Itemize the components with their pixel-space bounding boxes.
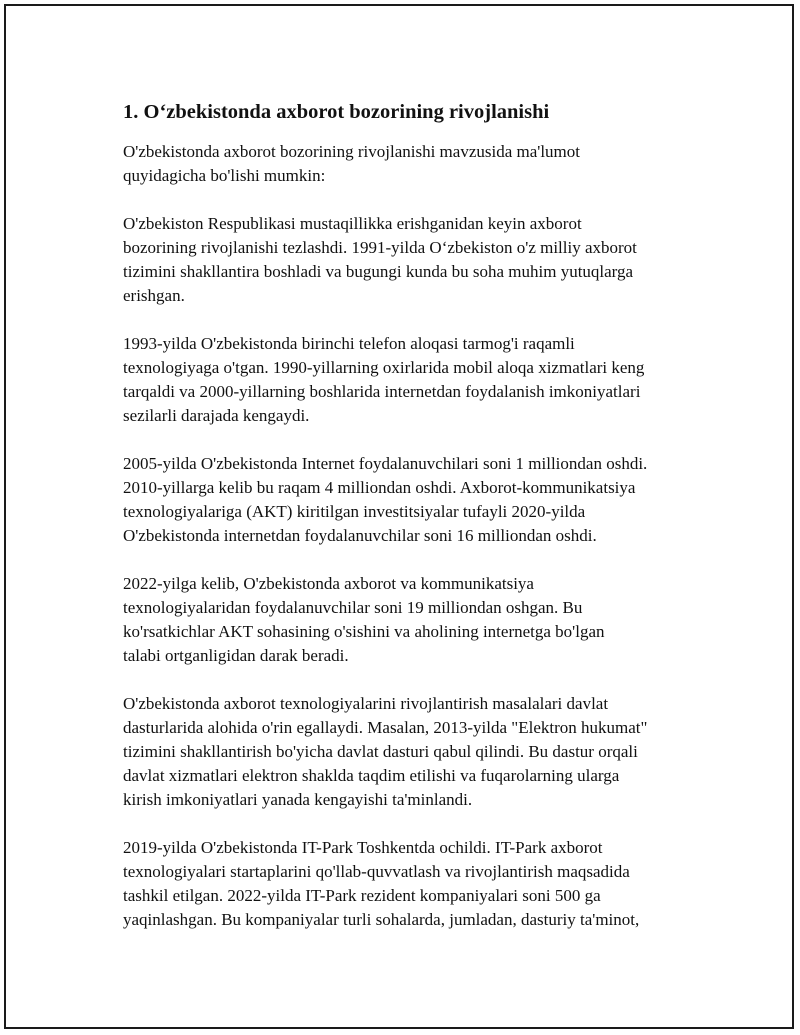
paragraph-independence <box>123 212 713 308</box>
text-line: tashkil etilgan. 2022-yilda IT-Park rezident kompaniyalari soni 500 ga <box>123 886 601 905</box>
text-line: yaqinlashgan. Bu kompaniyalar turli sohalarda, jumladan, dasturiy ta'minot, <box>123 910 640 929</box>
paragraph-it-park <box>123 836 713 932</box>
text-line: O'zbekiston Respublikasi mustaqillikka erishganidan keyin axborot <box>123 214 582 233</box>
paragraph-telecom <box>123 332 713 428</box>
text-line: 2019-yilda O'zbekistonda IT-Park Toshkentda ochildi. IT-Park axborot <box>123 838 603 857</box>
text-line: dasturlarida alohida o'rin egallaydi. Masalan, 2013-yilda "Elektron hukumat" <box>123 718 648 737</box>
text-line: quyidagicha bo'lishi mumkin: <box>123 166 326 185</box>
page-frame <box>4 4 794 1029</box>
text-line: texnologiyalariga (AKT) kiritilgan investitsiyalar tufayli 2020-yilda <box>123 502 586 521</box>
text-line: texnologiyalari startaplarini qo'llab-quvvatlash va rivojlantirish maqsadida <box>123 862 630 881</box>
paragraph-intro <box>123 140 713 188</box>
text-line: O'zbekistonda internetdan foydalanuvchilar soni 16 milliondan oshdi. <box>123 526 597 545</box>
section-heading: 1. O‘zbekistonda axborot bozorining rivojlanishi <box>123 101 550 123</box>
text-line: tarqaldi va 2000-yillarning boshlarida internetdan foydalanish imkoniyatlari <box>123 382 641 401</box>
text-line: 1993-yilda O'zbekistonda birinchi telefon aloqasi tarmog'i raqamli <box>123 334 575 353</box>
document-body <box>123 98 713 956</box>
text-line: tizimini shakllantira boshladi va bugungi kunda bu soha muhim yutuqlarga <box>123 262 634 281</box>
text-line: kirish imkoniyatlari yanada kengayishi ta'minlandi. <box>123 790 473 809</box>
text-line: erishgan. <box>123 286 185 305</box>
text-line: 2022-yilga kelib, O'zbekistonda axborot va kommunikatsiya <box>123 574 534 593</box>
text-line: 2005-yilda O'zbekistonda Internet foydalanuvchilari soni 1 milliondan oshdi. <box>123 454 648 473</box>
text-line: texnologiyaga o'tgan. 1990-yillarning oxirlarida mobil aloqa xizmatlari keng <box>123 358 645 377</box>
text-line: davlat xizmatlari elektron shaklda taqdim etilishi va fuqarolarning ularga <box>123 766 620 785</box>
paragraph-e-government <box>123 692 713 812</box>
text-line: sezilarli darajada kengaydi. <box>123 406 310 425</box>
text-line: texnologiyalaridan foydalanuvchilar soni 19 milliondan oshgan. Bu <box>123 598 583 617</box>
text-line: tizimini shakllantirish bo'yicha davlat dasturi qabul qilindi. Bu dastur orqali <box>123 742 638 761</box>
text-line: O'zbekistonda axborot texnologiyalarini rivojlantirish masalalari davlat <box>123 694 609 713</box>
text-line: bozorining rivojlanishi tezlashdi. 1991-yilda O‘zbekiston o'z milliy axborot <box>123 238 637 257</box>
paragraph-2022-stats <box>123 572 713 668</box>
paragraph-internet-users <box>123 452 713 548</box>
text-line: 2010-yillarga kelib bu raqam 4 milliondan oshdi. Axborot-kommunikatsiya <box>123 478 636 497</box>
text-line: talabi ortganligidan darak beradi. <box>123 646 349 665</box>
text-line: ko'rsatkichlar AKT sohasining o'sishini va aholining internetga bo'lgan <box>123 622 605 641</box>
text-line: O'zbekistonda axborot bozorining rivojlanishi mavzusida ma'lumot <box>123 142 581 161</box>
